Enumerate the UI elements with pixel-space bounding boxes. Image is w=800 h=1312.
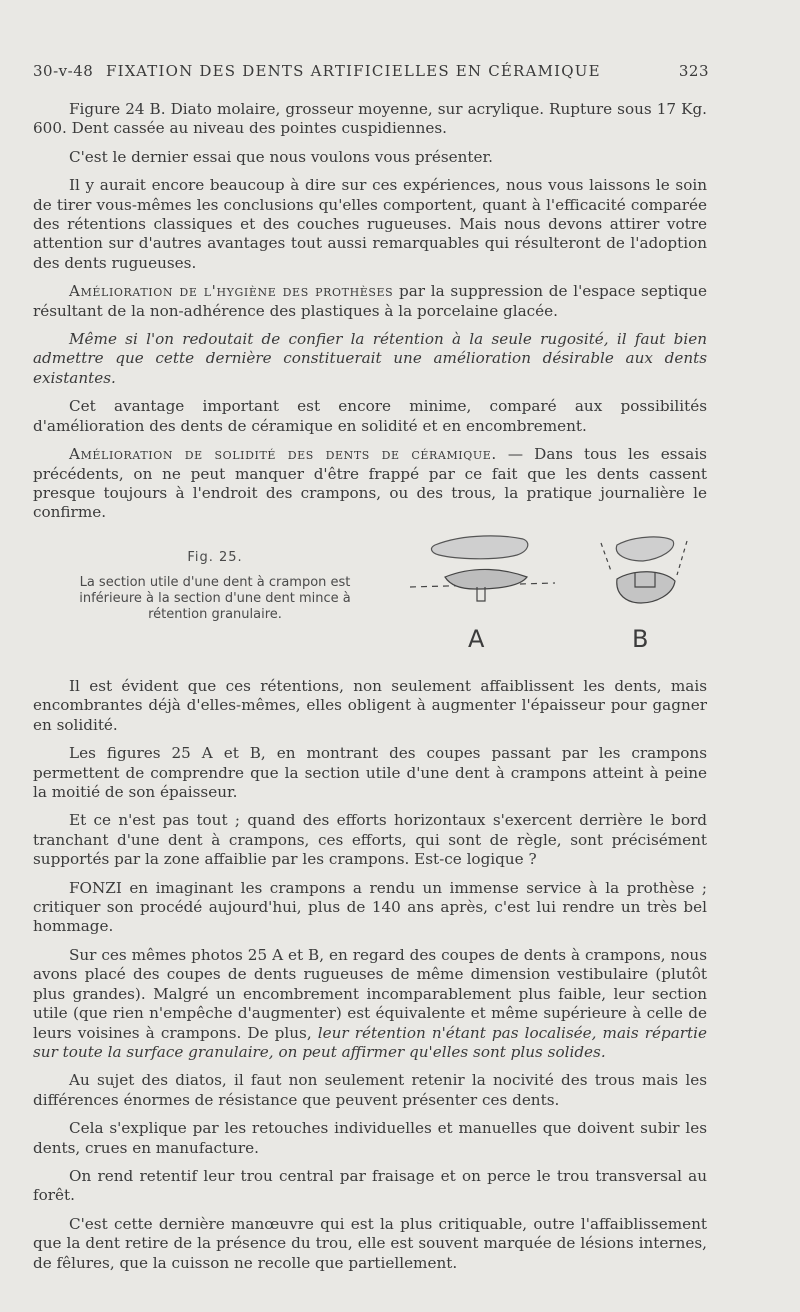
figure-caption-text: La section utile d'une dent à crampon est inférieure à la section d'une dent mince à rétention granulaire. bbox=[79, 575, 351, 622]
paragraph bbox=[33, 445, 707, 523]
section-line-b-right bbox=[677, 541, 687, 575]
paragraph-text: — Dans tous les essais précédents, on ne peut manquer d'être frappé par ce fait que les dents cassent presque toujours à l'endroit des crampons, ou des trous, la pratique journalière le confirme. bbox=[33, 445, 707, 522]
paragraph: Au sujet des diatos, il faut non seulement retenir la nocivité des trous mais les différences énormes de résistance que peuvent présenter ces dents. bbox=[33, 1071, 707, 1109]
tooth-section-figure bbox=[405, 525, 705, 655]
paragraph: Il est évident que ces rétentions, non seulement affaiblissent les dents, mais encombrantes déjà d'elles-mêmes, elles obligent à augmenter l'épaisseur pour gagner en solidité. bbox=[33, 677, 707, 734]
paragraph: C'est cette dernière manœuvre qui est la plus critiquable, outre l'affaiblissement que la dent retire de la présence du trou, elle est souvent marquée de lésions internes, de fêlures, que la cuisson ne recolle que partiellement. bbox=[33, 1214, 707, 1272]
paragraph-text: Sur ces mêmes photos 25 A et B, en regard des coupes de dents à crampons, nous avons placé des coupes de dents rugueuses de même dimension vestibulaire (plutôt plus grandes). Malgré un encombrement incomparablement plus faible, leur section utile (que rien n'empêche d'augmenter) est équivalente et même supérieure à celle de leurs voisines à crampons. De plus, bbox=[33, 945, 707, 1042]
text-block-top bbox=[33, 100, 707, 532]
section-line-b-left bbox=[601, 543, 611, 571]
paragraph: Figure 24 B. Diato molaire, grosseur moyenne, sur acrylique. Rupture sous 17 Kg. 600. Dent cassée au niveau des pointes cuspidiennes. bbox=[33, 100, 707, 138]
paragraph: Cet avantage important est encore minime, comparé aux possibilités d'amélioration des dents de céramique en solidité et en encombrement. bbox=[33, 397, 707, 435]
paragraph: Les figures 25 A et B, en montrant des coupes passant par les crampons permettent de comprendre que la section utile d'une dent à crampons atteint à peine la moitié de son épaisseur. bbox=[33, 744, 707, 802]
paragraph bbox=[33, 330, 707, 388]
header-date: 30-v-48 bbox=[33, 62, 94, 80]
text-block-bottom bbox=[33, 677, 707, 1282]
paragraph bbox=[33, 946, 707, 1062]
paragraph: Et ce n'est pas tout ; quand des efforts horizontaux s'exercent derrière le bord tranchant d'une dent à crampons, ces efforts, qui sont de règle, sont précisément supportés par la zone affaiblie par les crampons. Est-ce logique ? bbox=[33, 811, 707, 869]
tooth-section-a-top bbox=[432, 536, 528, 559]
paragraph-text: par la suppression de l'espace septique résultant de la non-adhérence des plastiques à la porcelaine glacée. bbox=[33, 282, 707, 320]
tooth-section-a-crampon bbox=[445, 569, 527, 589]
figure-letter-b: B bbox=[632, 625, 649, 653]
paragraph: FONZI en imaginant les crampons a rendu un immense service à la prothèse ; critiquer son procédé aujourd'hui, plus de 140 ans après, c'est lui rendre un très bel hommage. bbox=[33, 878, 707, 936]
paragraph: Il y aurait encore beaucoup à dire sur ces expériences, nous vous laissons le soin de tirer vous-mêmes les conclusions qu'elles comportent, quant à l'efficacité comparée des rétentions classiques et des couches rugueuses. Mais nous devons attirer votre attention sur d'autres avantages tout aussi remarquables qui résulteront de l'adoption des dents rugueuses. bbox=[33, 176, 707, 272]
figure-letter-a: A bbox=[468, 625, 485, 653]
section-heading-hygiene: Amélioration de l'hygiène des prothèses bbox=[69, 282, 394, 301]
italic-text: leur rétention n'étant pas localisée, mais répartie sur toute la surface granulaire, on peut affirmer qu'elles sont plus solides. bbox=[33, 1023, 707, 1061]
page-number: 323 bbox=[678, 62, 709, 80]
paragraph bbox=[33, 282, 707, 321]
paragraph: Cela s'explique par les retouches individuelles et manuelles que doivent subir les dents, crues en manufacture. bbox=[33, 1119, 707, 1157]
paragraph: C'est le dernier essai que nous voulons vous présenter. bbox=[69, 147, 493, 166]
figure-caption bbox=[50, 550, 380, 623]
running-header bbox=[33, 62, 709, 84]
section-heading-solidite: Amélioration de solidité des dents de céramique. bbox=[69, 445, 497, 464]
paragraph: On rend retentif leur trou central par fraisage et on perce le trou transversal au forêt. bbox=[33, 1166, 707, 1205]
header-title: FIXATION DES DENTS ARTIFICIELLES EN CÉRAMIQUE bbox=[106, 62, 601, 80]
tooth-section-b-top bbox=[616, 537, 673, 561]
figure-label: Fig. 25. bbox=[187, 550, 243, 565]
italic-text: Même si l'on redoutait de confier la rétention à la seule rugosité, il faut bien admettre que cette dernière constituerait une amélioration désirable aux dents existantes. bbox=[33, 330, 707, 387]
